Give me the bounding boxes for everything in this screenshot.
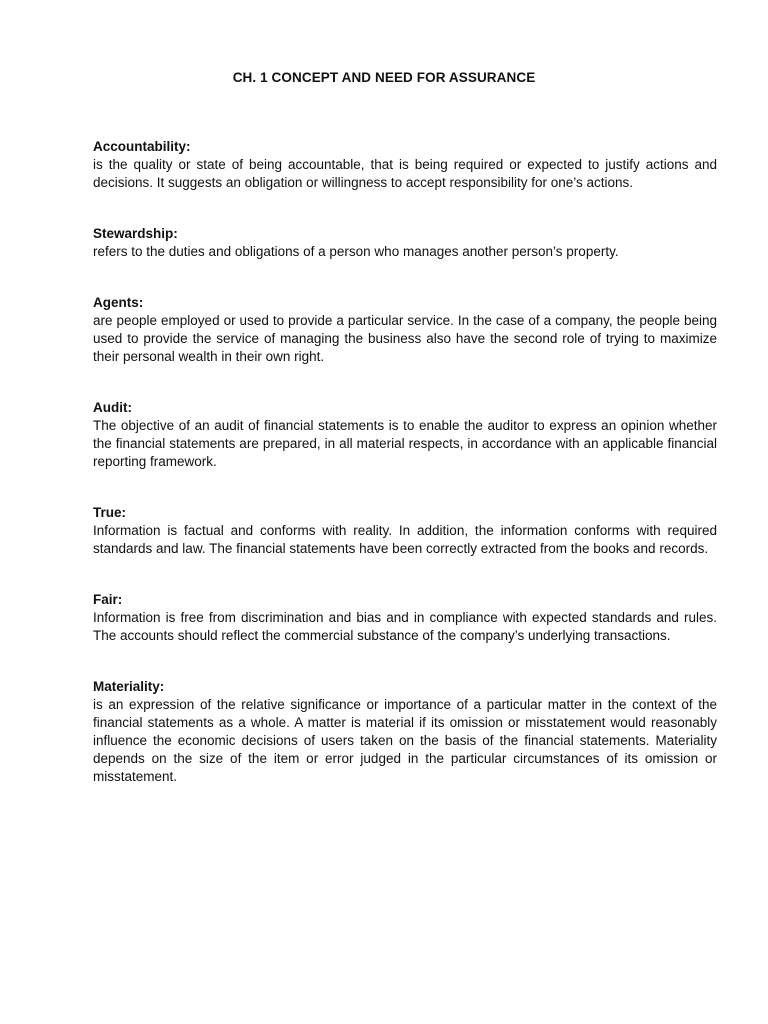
term-heading: Fair: bbox=[93, 592, 123, 607]
definition-accountability bbox=[93, 138, 717, 192]
term-heading: Audit: bbox=[93, 400, 132, 415]
definitions-list bbox=[93, 138, 717, 819]
definition-agents bbox=[93, 294, 717, 366]
definition-stewardship bbox=[93, 225, 717, 261]
term-definition: is the quality or state of being accountable, that is being required or expected to justify actions and decisions. It suggests an obligation or willingness to accept responsibility for one’s actions. bbox=[93, 157, 717, 190]
definition-true bbox=[93, 504, 717, 558]
definition-materiality bbox=[93, 678, 717, 786]
term-definition: are people employed or used to provide a particular service. In the case of a company, the people being used to provide the service of managing the business also have the second role of trying to maximize their personal wealth in their own right. bbox=[93, 313, 717, 364]
term-heading: Accountability: bbox=[93, 139, 191, 154]
term-definition: refers to the duties and obligations of a person who manages another person’s property. bbox=[93, 244, 619, 259]
term-heading: Materiality: bbox=[93, 679, 165, 694]
term-heading: Agents: bbox=[93, 295, 144, 310]
term-heading: True: bbox=[93, 505, 127, 520]
definition-audit bbox=[93, 399, 717, 471]
term-definition: Information is free from discrimination and bias and in compliance with expected standards and rules. The accounts should reflect the commercial substance of the company’s underlying transactions. bbox=[93, 610, 717, 643]
document-title: CH. 1 CONCEPT AND NEED FOR ASSURANCE bbox=[232, 70, 536, 85]
term-definition: Information is factual and conforms with reality. In addition, the information conforms with required standards and law. The financial statements have been correctly extracted from the books and records. bbox=[93, 523, 717, 556]
term-definition: The objective of an audit of financial statements is to enable the auditor to express an opinion whether the financial statements are prepared, in all material respects, in accordance with an applicable financial reporting framework. bbox=[93, 418, 717, 469]
term-definition: is an expression of the relative significance or importance of a particular matter in the context of the financial statements as a whole. A matter is material if its omission or misstatement would reasonably influence the economic decisions of users taken on the basis of the financial statements. Materiality depends on the size of the item or error judged in the particular circumstances of its omission or misstatement. bbox=[93, 697, 717, 784]
definition-fair bbox=[93, 591, 717, 645]
term-heading: Stewardship: bbox=[93, 226, 178, 241]
